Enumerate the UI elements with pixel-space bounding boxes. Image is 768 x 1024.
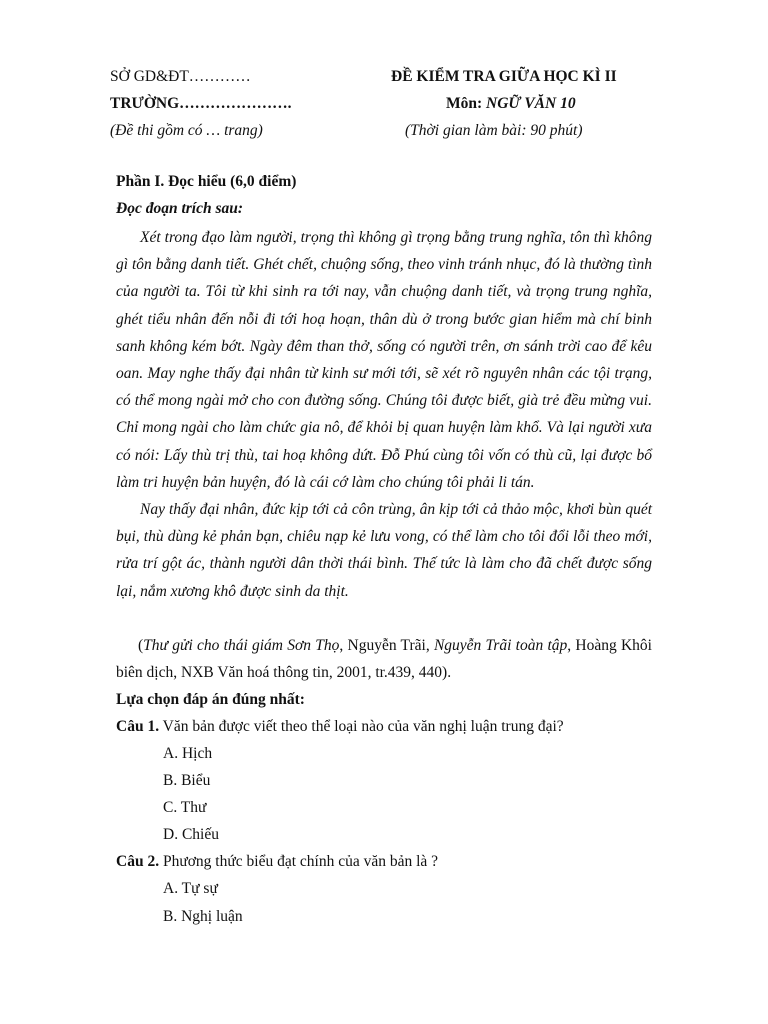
source-publication: , Hoàng Khôi biên dịch, NXB Văn hoá thông tin, 2001, tr.439, 440). xyxy=(116,637,652,681)
question-1-text: Văn bản được viết theo thể loại nào của văn nghị luận trung đại? xyxy=(159,718,564,735)
question-1-label: Câu 1. xyxy=(116,718,160,735)
question-1 xyxy=(116,718,564,736)
reading-instruction: Đọc đoạn trích sau: xyxy=(116,200,244,217)
question-2-text: Phương thức biểu đạt chính của văn bản là ? xyxy=(159,853,439,870)
time-note: (Thời gian làm bài: 90 phút) xyxy=(405,122,583,139)
source-book-title: Nguyễn Trãi toàn tập xyxy=(433,637,568,654)
school-line: TRƯỜNG…………………. xyxy=(110,95,292,112)
reading-passage xyxy=(116,224,652,605)
question-2 xyxy=(116,853,438,871)
source-work-title: Thư gửi cho thái giám Sơn Thọ xyxy=(143,637,340,654)
subject-line xyxy=(446,95,576,113)
passage-paragraph-1: Xét trong đạo làm người, trọng thì không gì trọng bằng trung nghĩa, tôn thì không gì tôn bằng danh tiết. Ghét chết, chuộng sống, theo vinh tránh nhục, đó là thường tình của người ta. Tôi từ khi sinh ra tới nay, vẫn chuộng danh tiết, và trọng trung nghĩa, ghét tiểu nhân đến nỗi đi tới hoạ hoạn, thân dù ở trong bước gian hiểm mà chí binh sanh không kém bớt. Ngày đêm than thở, sống có người trên, ơn sánh trời cao để kêu oan. May nghe thấy đại nhân từ kinh sư mới tới, sẽ xét rõ nguyên nhân các tội trạng, có thể mong ngài mở cho con đường sống. Chúng tôi được biết, già trẻ đều mừng vui. Chỉ mong ngài cho làm chức gia nô, để khỏi bị quan huyện làm khổ. Và lại người xưa có nói: Lấy thù trị thù, tai hoạ không dứt. Đỗ Phú cùng tôi vốn có thù cũ, lại được bổ làm tri huyện bản huyện, đó là cái cớ làm cho chúng tôi phải li tán. xyxy=(116,229,652,491)
source-author: , Nguyễn Trãi, xyxy=(339,637,434,654)
page-count-note: (Đề thi gồm có … trang) xyxy=(110,122,263,139)
question-1-option-c: C. Thư xyxy=(163,799,207,816)
section-title: Phần I. Đọc hiểu (6,0 điểm) xyxy=(116,173,297,190)
department-line: SỞ GD&ĐT………… xyxy=(110,68,251,85)
source-open-paren: ( xyxy=(138,637,144,654)
question-1-option-b: B. Biểu xyxy=(163,772,211,789)
exam-title: ĐỀ KIỂM TRA GIỮA HỌC KÌ II xyxy=(391,68,617,85)
choose-instruction: Lựa chọn đáp án đúng nhất: xyxy=(116,691,305,708)
question-1-option-d: D. Chiếu xyxy=(163,826,219,843)
question-2-option-a: A. Tự sự xyxy=(163,880,218,897)
passage-source xyxy=(116,632,652,686)
question-2-label: Câu 2. xyxy=(116,853,160,870)
subject-name: NGỮ VĂN 10 xyxy=(486,95,576,112)
passage-paragraph-2: Nay thấy đại nhân, đức kịp tới cả côn trùng, ân kịp tới cả thảo mộc, khơi bùn quét bụi, thù dùng kẻ phản bạn, chiêu nạp kẻ lưu vong, có thể làm cho tôi đổi lỗi theo mới, rửa trí gột ác, thành người dân thời thái bình. Thế tức là làm cho đã chết được sống lại, nắm xương khô được sinh da thịt. xyxy=(116,501,652,600)
question-1-option-a: A. Hịch xyxy=(163,745,213,762)
question-2-option-b: B. Nghị luận xyxy=(163,908,243,925)
subject-label: Môn: xyxy=(446,95,483,112)
